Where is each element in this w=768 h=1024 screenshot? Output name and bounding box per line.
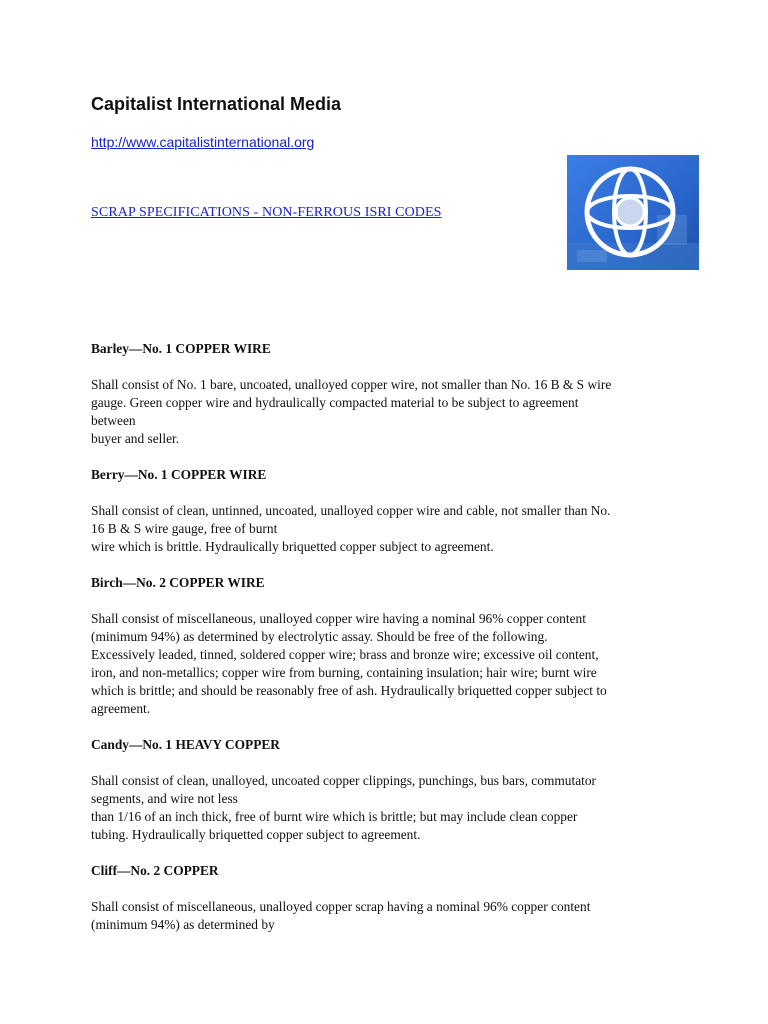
globe-icon xyxy=(567,155,699,270)
website-link[interactable]: http://www.capitalistinternational.org xyxy=(91,134,315,150)
spec-section xyxy=(91,340,691,448)
grade-heading: Berry—No. 1 COPPER WIRE xyxy=(91,467,267,482)
grade-description: Shall consist of clean, untinned, uncoated, unalloyed copper wire and cable, not smaller than No. 16 B & S wire gauge, free of burnt wire which is brittle. Hydraulically briquetted copper subject to agreement. xyxy=(91,503,611,554)
grade-heading: Candy—No. 1 HEAVY COPPER xyxy=(91,737,280,752)
spec-heading-link[interactable]: SCRAP SPECIFICATIONS - NON-FERROUS ISRI CODES xyxy=(91,205,442,220)
spec-section xyxy=(91,736,691,844)
grade-description: Shall consist of miscellaneous, unalloyed copper scrap having a nominal 96% copper content (minimum 94%) as determined by xyxy=(91,899,591,932)
grade-description: Shall consist of No. 1 bare, uncoated, unalloyed copper wire, not smaller than No. 16 B & S wire gauge. Green copper wire and hydraulically compacted material to be subject to agreement between buyer and seller. xyxy=(91,377,612,446)
page-title: Capitalist International Media xyxy=(91,94,342,114)
spec-section xyxy=(91,466,691,556)
document-body xyxy=(91,340,691,952)
spec-section xyxy=(91,574,691,718)
grade-description: Shall consist of miscellaneous, unalloyed copper wire having a nominal 96% copper content (minimum 94%) as determined by electrolytic assay. Should be free of the following. Excessively leaded, tinned, soldered copper wire; brass and bronze wire; excessive oil content, iron, and non-metallics; copper wire from burning, containing insulation; hair wire; burnt wire which is brittle; and should be reasonably free of ash. Hydraulically briquetted copper subject to agreement. xyxy=(91,611,607,716)
grade-heading: Barley—No. 1 COPPER WIRE xyxy=(91,341,271,356)
spec-section xyxy=(91,862,691,934)
grade-heading: Cliff—No. 2 COPPER xyxy=(91,863,219,878)
grade-description: Shall consist of clean, unalloyed, uncoated copper clippings, punchings, bus bars, commutator segments, and wire not less than 1/16 of an inch thick, free of burnt wire which is brittle; but may include clean copper tubing. Hydraulically briquetted copper subject to agreement. xyxy=(91,773,597,842)
grade-heading: Birch—No. 2 COPPER WIRE xyxy=(91,575,265,590)
